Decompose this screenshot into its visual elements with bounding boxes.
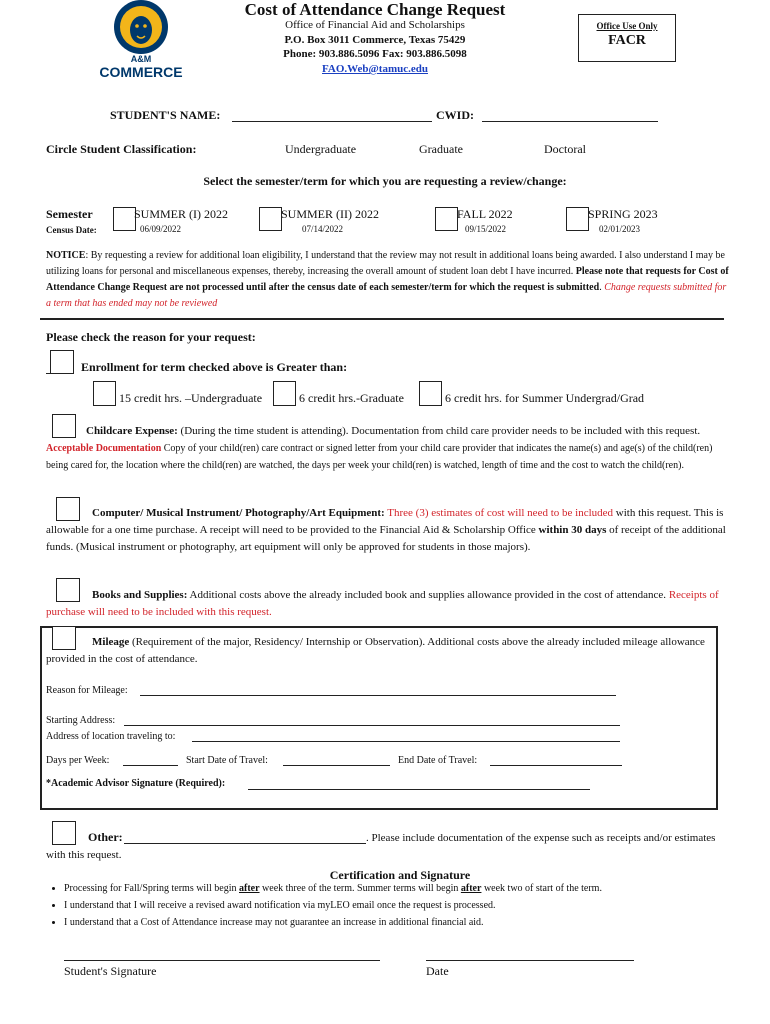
reasons-heading: Please check the reason for your request: [46,330,256,344]
notice-label: NOTICE [46,250,86,261]
term-summer2-checkbox[interactable] [259,207,282,231]
notice-warning: Change requests submitted for a term that has ended may not be reviewed [46,282,727,309]
enroll-summer-checkbox[interactable] [419,381,442,406]
childcare-paragraph [46,423,736,474]
class-graduate[interactable]: Graduate [419,142,463,156]
childcare-doc-text: Copy of your child(ren) care contract or signed letter from your child care provider that indicates the name(s) and age(s) of the child(ren) being cared for, the location where the child(ren) are watched, the days per week your child(ren) is watched, length of time and the cost to watch the child(ren). [46,443,713,471]
office-email-link[interactable]: FAO.Web@tamuc.edu [322,63,428,75]
notice-paragraph [46,248,730,312]
student-name-field[interactable] [232,121,432,122]
notice-text: : By requesting a review for additional loan eligibility, I understand that the review may not result in additional loans being awarded. I also understand I may be utilizing loans for personal and miscellaneous expenses, thereby, increasing the overall amount of student loan debt I have incurred. [46,250,725,277]
classification-label: Circle Student Classification: [46,142,197,156]
childcare-doc-label: Acceptable Documentation [46,443,162,454]
cert1-after2: after [460,883,482,894]
enroll-grad-checkbox[interactable] [273,381,296,406]
destination-address-field[interactable] [192,741,620,742]
office-use-box [578,14,676,62]
enrollment-label: Enrollment for term checked above is Greater than: [81,360,348,374]
logo-line2: COMMERCE [99,64,183,80]
start-date-field[interactable] [283,765,390,766]
section-divider [40,318,724,320]
advisor-signature-label: *Academic Advisor Signature (Required): [46,778,226,789]
class-undergraduate[interactable]: Undergraduate [285,142,357,156]
lion-emblem-icon [96,0,186,60]
mileage-paragraph [46,634,710,668]
term-summer1-label: SUMMER (I) 2022 [134,207,229,221]
term-spring-date: 02/01/2023 [599,224,641,234]
books-label: Books and Supplies: [92,589,188,601]
cert1-part2: week three of the term. Summer terms will begin [259,883,461,894]
class-doctoral[interactable]: Doctoral [544,142,586,156]
office-name: Office of Financial Aid and Scholarships [285,19,465,31]
certification-item [64,880,764,897]
enroll-grad-label: 6 credit hrs.-Graduate [299,391,404,405]
days-per-week-field[interactable] [123,765,178,766]
advisor-signature-field[interactable] [248,789,590,790]
certification-heading: Certification and Signature [329,868,471,882]
computer-estimates: Three (3) estimates of cost will need to be included [384,507,614,519]
student-name-label: STUDENT'S NAME: [110,108,221,122]
term-fall-date: 09/15/2022 [465,224,507,234]
cert1-part1: Processing for Fall/Spring terms will begin [64,883,239,894]
office-use-label: Office Use Only [596,21,658,31]
term-summer1-date: 06/09/2022 [140,224,182,234]
books-paragraph [46,587,736,621]
form-title: Cost of Attendance Change Request [244,0,506,19]
term-spring-label: SPRING 2023 [588,207,658,221]
cwid-field[interactable] [482,121,658,122]
mileage-reason-label: Reason for Mileage: [46,685,128,696]
notice-bold: Please note that requests for Cost of Attendance Change Request are not processed until after the census date of each semester/term for which the request is submitted [46,266,729,293]
logo-line1: A&M [130,54,152,64]
enroll-undergrad-label: 15 credit hrs. –Undergraduate [119,391,263,405]
start-date-label: Start Date of Travel: [186,755,268,766]
days-per-week-label: Days per Week: [46,755,110,766]
mileage-label: Mileage [92,636,130,648]
office-use-code: FACR [608,33,646,48]
term-fall-checkbox[interactable] [435,207,458,231]
census-date-label: Census Date: [46,225,97,235]
mileage-text: (Requirement of the major, Residency/ Internship or Observation). Additional costs above the already included mileage allowance provided in the cost of attendance. [46,636,705,665]
certification-item: • I understand that a Cost of Attendance increase may not guarantee an increase in additional financial aid. [64,914,764,931]
term-summer2-date: 07/14/2022 [302,224,344,234]
certification-item: • I understand that I will receive a revised award notification via myLEO email once the request is processed. [64,897,764,914]
other-text: . Please include documentation of the expense such as receipts and/or estimates with this request. [46,832,716,861]
computer-paragraph [46,505,736,556]
books-text: Additional costs above the already included book and supplies allowance provided in the cost of attendance. [187,589,669,601]
semester-label: Semester [46,207,93,221]
end-date-field[interactable] [490,765,622,766]
semester-prompt: Select the semester/term for which you are requesting a review/change: [203,174,567,188]
enrollment-checkbox[interactable] [50,350,74,374]
term-spring-checkbox[interactable] [566,207,589,231]
computer-text2: of receipt of the additional funds. (Musical instrument or photography, art equipment will only be approved for students in those majors). [46,524,726,553]
childcare-text: (During the time student is attending). Documentation from child care provider needs to be included with this request. [177,425,701,437]
end-date-label: End Date of Travel: [398,755,478,766]
term-summer2-label: SUMMER (II) 2022 [281,207,379,221]
enroll-undergrad-checkbox[interactable] [93,381,116,406]
childcare-label: Childcare Expense: [86,425,178,437]
computer-deadline: within 30 days [538,524,607,536]
term-fall-label: FALL 2022 [457,207,513,221]
office-address: P.O. Box 3011 Commerce, Texas 75429 [284,34,466,46]
computer-text1: with this request. This is allowable for a one time purchase. A receipt will need to be provided to the Financial Aid & Scholarship Office [46,507,724,536]
computer-label: Computer/ Musical Instrument/ Photography/Art Equipment: [92,507,385,519]
books-receipts: Receipts of purchase will need to be included with this request. [46,589,719,618]
starting-address-label: Starting Address: [46,715,116,726]
date-field[interactable] [426,960,634,961]
date-label: Date [426,964,449,978]
enroll-summer-label: 6 credit hrs. for Summer Undergrad/Grad [445,391,645,405]
student-signature-label: Student's Signature [64,964,157,978]
starting-address-field[interactable] [124,725,620,726]
office-phone: Phone: 903.886.5096 Fax: 903.886.5098 [283,48,467,60]
university-logo [96,0,186,84]
notice-period: . [599,282,602,293]
mileage-reason-field[interactable] [140,695,616,696]
cwid-label: CWID: [436,108,474,122]
cert1-part3: week two of start of the term. [481,883,602,894]
certification-list [44,880,764,931]
term-summer1-checkbox[interactable] [113,207,136,231]
cert1-after1: after [239,883,260,894]
student-signature-field[interactable] [64,960,380,961]
other-label: Other: [88,830,123,844]
destination-address-label: Address of location traveling to: [46,731,176,742]
